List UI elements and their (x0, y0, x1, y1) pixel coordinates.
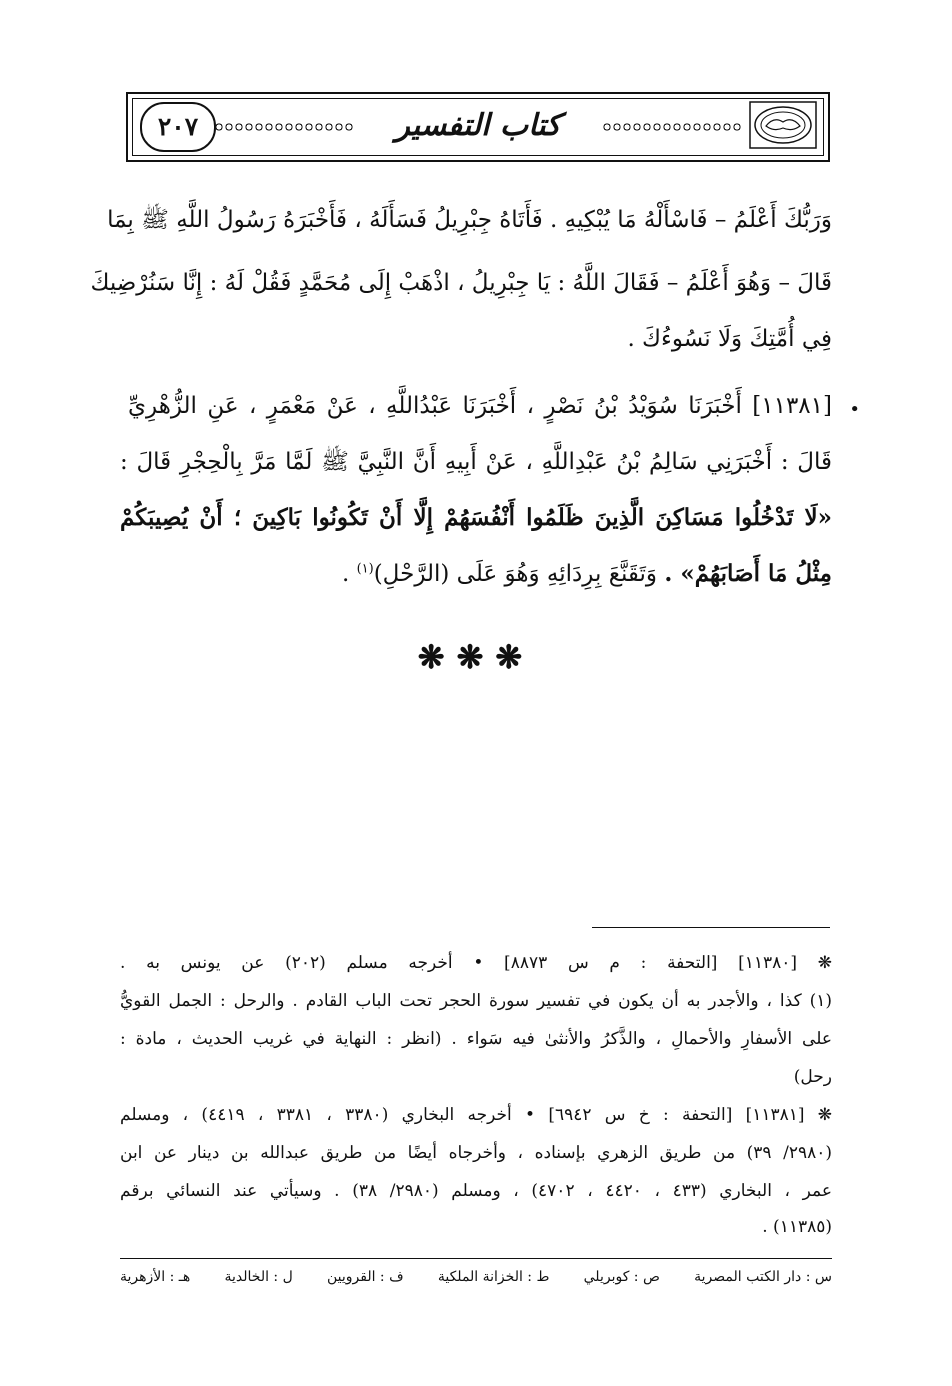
chapter-title: كتاب التفسير (395, 108, 561, 143)
legend-item: هـ : الأزهرية (120, 1269, 191, 1285)
footnote-divider (592, 927, 830, 928)
text-line: فِي أُمَّتِكَ وَلَا نَسُوءُكَ . (627, 326, 832, 352)
sentence-end: . (341, 561, 357, 587)
footnote-line: (١١٣٨٥) . (762, 1217, 832, 1237)
legend-item: ط : الخزانة الملكية (437, 1269, 550, 1285)
book-emblem-icon (748, 100, 818, 150)
hadith-line: [١١٣٨١] أَخْبَرَنَا سُوَيْدُ بْنُ نَصْرٍ ، أَخْبَرَنَا عَبْدُاللَّهِ ، عَنْ مَعْمَرٍ ، عَنِ الزُّهْرِيِّ (128, 393, 832, 419)
hadith-narration-end: وَتَقَنَّعَ بِرِدَائِهِ وَهُوَ عَلَى (الرَّحْلِ) (373, 561, 665, 587)
legend-item: ص : كوبريلي (583, 1269, 660, 1285)
hadith-bullet: • (849, 399, 860, 420)
legend-item: ل : الخالدية (224, 1269, 293, 1285)
bottom-divider (120, 1258, 832, 1259)
hadith-line-last (120, 550, 832, 598)
footnote-line: عمر ، البخاري (٤٣٣ ، ٤٤٢٠ ، ٤٧٠٢) ، ومسلم (٢٩٨٠/ ٣٨) . وسيأتي عند النسائي برقم (120, 1181, 833, 1201)
hadith-line: قَالَ : أَخْبَرَنِي سَالِمُ بْنُ عَبْدِاللَّهِ ، عَنْ أَبِيهِ أَنَّ النَّبِيَّ ﷺ لَمَّا مَرَّ بِالْحِجْرِ قَالَ : (120, 449, 832, 475)
legend-item: ف : القرويين (326, 1269, 404, 1285)
footnote-line: (١) كذا ، والأجدر به أن يكون في تفسير سورة الحجر تحت الباب القادم . والرحل : الجمل القويُّ (120, 991, 832, 1011)
page-number: ٢٠٧ (140, 102, 216, 152)
footnote-line: ❋ [١١٣٨١] [التحفة : خ س ٦٩٤٢] • أخرجه البخاري (٣٣٨٠ ، ٣٣٨١ ، ٤٤١٩) ، ومسلم (120, 1105, 833, 1125)
chain-ornament-left (214, 122, 354, 132)
footnote-line: رحل) (793, 1067, 832, 1087)
footnote-line: (٢٩٨٠/ ٣٩) من طريق الزهري بإسناده ، وأخرجاه أيضًا من طريق عبدالله بن دينار عن ابن (120, 1143, 832, 1163)
text-line: وَرَبُّكَ أَعْلَمُ – فَاسْأَلْهُ مَا يُبْكِيهِ . فَأَتَاهُ جِبْرِيلُ فَسَأَلَهُ ، فَأَخْبَرَهُ رَسُولُ اللَّهِ ﷺ بِمَا (107, 207, 832, 233)
text-line: قَالَ – وَهُوَ أَعْلَمُ – فَقَالَ اللَّهُ : يَا جِبْرِيلُ ، اذْهَبْ إِلَى مُحَمَّدٍ فَقُلْ لَهُ : إِنَّا سَنُرْضِيكَ (90, 270, 832, 296)
hadith-quote-line: «لَا تَدْخُلُوا مَسَاكِنَ الَّذِينَ ظَلَمُوا أَنْفُسَهُمْ إِلَّا أَنْ تَكُونُوا بَاكِينَ ؛ أَنْ يُصِيبَكُمْ (120, 504, 832, 531)
chain-ornament-right (602, 122, 742, 132)
page-header (126, 92, 830, 162)
footnote-line: على الأسفارِ والأحمالِ ، والذَّكرُ والأنثىٰ فيه سَواء . (انظر : النهاية في غريب الحديث ، مادة : (120, 1029, 832, 1049)
hadith-quote-end: مِثْلُ مَا أَصَابَهُمْ» . (664, 560, 832, 587)
footnote-ref[interactable]: (١) (356, 561, 374, 577)
manuscript-legend (120, 1266, 832, 1288)
section-separator: ❋❋❋ (417, 638, 535, 676)
footnote-line: ❋ [١١٣٨٠] [التحفة : م س ٨٨٧٣] • أخرجه مسلم (٢٠٢) عن يونس به . (120, 953, 833, 973)
legend-item: س : دار الكتب المصرية (694, 1269, 832, 1285)
